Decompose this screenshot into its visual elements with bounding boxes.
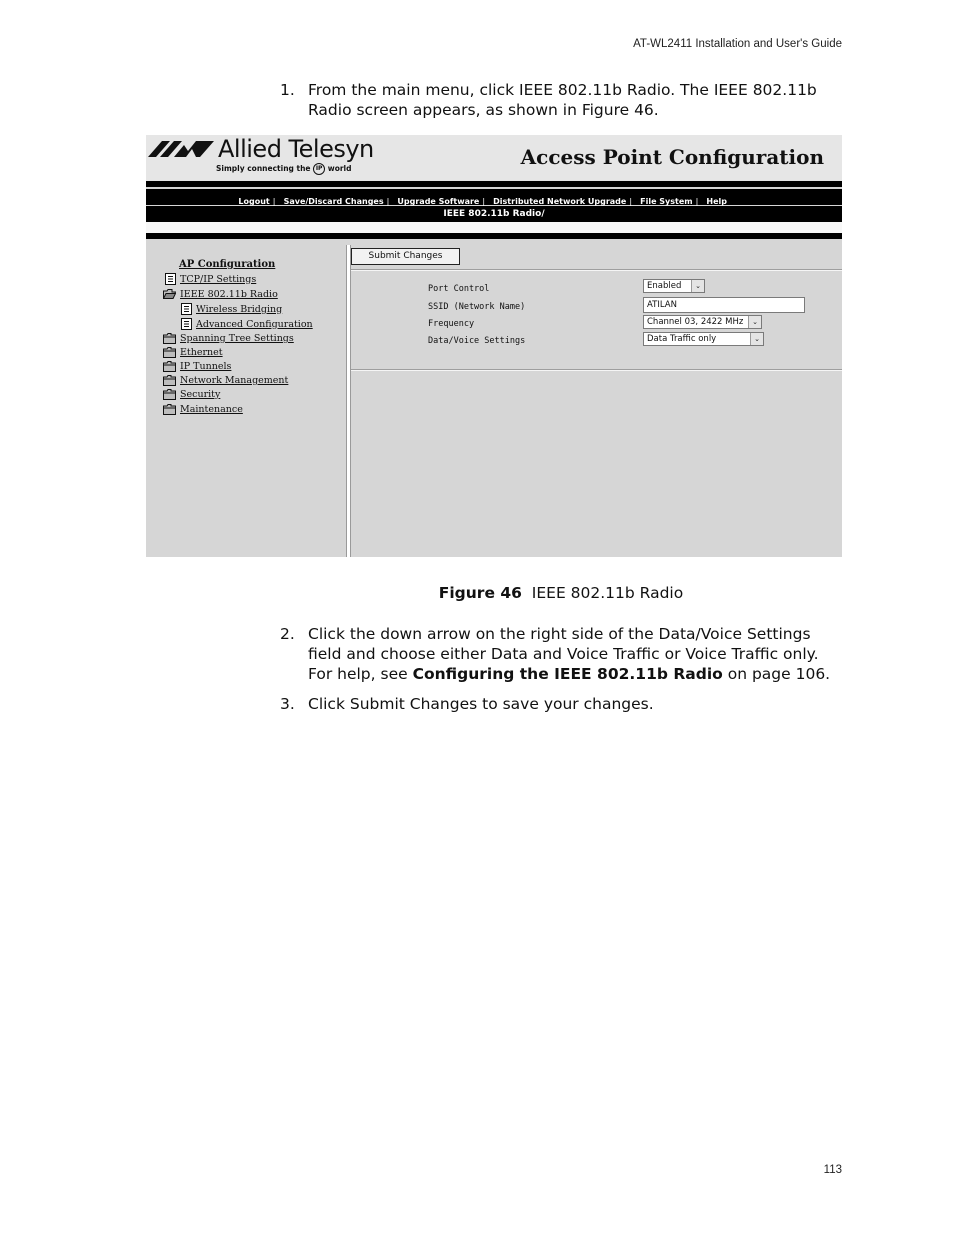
folder-icon [163, 404, 176, 415]
tree-item-network-management[interactable]: Network Management [163, 375, 288, 389]
bottom-divider [146, 233, 842, 239]
page-icon [181, 303, 192, 315]
folder-icon [163, 347, 176, 358]
page-number: 113 [823, 1164, 842, 1176]
chevron-down-icon[interactable]: ⌄ [691, 280, 704, 292]
chevron-down-icon[interactable]: ⌄ [748, 316, 761, 328]
ssid-label: SSID (Network Name) [428, 302, 526, 312]
nav-tree [146, 245, 346, 557]
tree-item-wireless-bridging[interactable]: Wireless Bridging [181, 303, 282, 317]
figure-label: Figure 46 [438, 584, 522, 602]
main-menu-bar: Logout | Save/Discard Changes | Upgrade Software | Distributed Network Upgrade | File System | Help [146, 189, 842, 205]
page-icon [181, 318, 192, 330]
open-folder-icon [163, 288, 176, 300]
menu-distributed-upgrade[interactable]: Distributed Network Upgrade [493, 197, 627, 206]
chevron-down-icon[interactable]: ⌄ [750, 333, 763, 345]
tree-item-tcpip[interactable]: TCP/IP Settings [165, 273, 256, 287]
step-1 [280, 80, 845, 120]
folder-icon [163, 375, 176, 386]
top-divider [146, 181, 842, 187]
tree-item-ip-tunnels[interactable]: IP Tunnels [163, 361, 231, 375]
tree-item-maintenance[interactable]: Maintenance [163, 404, 243, 418]
figure-title: IEEE 802.11b Radio [531, 584, 684, 602]
folder-icon [163, 389, 176, 400]
folder-icon [163, 361, 176, 372]
tree-item-ethernet[interactable]: Ethernet [163, 347, 223, 361]
step-number: 3. [280, 695, 295, 713]
ssid-input[interactable]: ATILAN [643, 297, 805, 313]
menu-upgrade-software[interactable]: Upgrade Software [397, 197, 480, 206]
tree-item-radio[interactable]: IEEE 802.11b Radio [163, 288, 278, 302]
logo-wordmark: Allied Telesyn [218, 135, 374, 163]
tree-heading[interactable]: AP Configuration [179, 259, 276, 270]
port-control-label: Port Control [428, 284, 490, 294]
ip-badge: IP [313, 163, 325, 175]
step-number: 2. [280, 625, 295, 643]
logo-tagline: Simply connecting the IP world [216, 164, 352, 173]
running-header: AT-WL2411 Installation and User's Guide [633, 38, 842, 50]
port-control-select[interactable]: Enabled ⌄ [643, 279, 705, 293]
folder-icon [163, 333, 176, 344]
submit-changes-button[interactable]: Submit Changes [351, 248, 460, 265]
tree-item-security[interactable]: Security [163, 389, 220, 403]
tree-item-advanced-config[interactable]: Advanced Configuration [181, 318, 313, 332]
step-number: 1. [280, 81, 295, 99]
breadcrumb: IEEE 802.11b Radio/ [146, 206, 842, 222]
frequency-label: Frequency [428, 319, 475, 329]
menu-file-system[interactable]: File System [640, 197, 693, 206]
frequency-select[interactable]: Channel 03, 2422 MHz ⌄ [643, 315, 762, 329]
app-title: Access Point Configuration [520, 145, 824, 169]
figure-caption [0, 584, 954, 602]
menu-help[interactable]: Help [706, 197, 727, 206]
menu-logout[interactable]: Logout [238, 197, 270, 206]
step-text: Click Submit Changes to save your changes. [308, 695, 654, 713]
radio-settings-pane [351, 245, 842, 557]
tree-item-spanning-tree[interactable]: Spanning Tree Settings [163, 333, 294, 347]
page-icon [165, 273, 176, 285]
menu-save-discard[interactable]: Save/Discard Changes [283, 197, 384, 206]
step-3 [280, 694, 845, 714]
brand-header [146, 135, 842, 181]
data-voice-label: Data/Voice Settings [428, 336, 526, 346]
data-voice-select[interactable]: Data Traffic only ⌄ [643, 332, 764, 346]
allied-telesyn-logo-icon [148, 139, 216, 159]
step-text: From the main menu, click IEEE 802.11b Radio. The IEEE 802.11b Radio screen appears, as shown in Figure 46. [308, 81, 817, 119]
step-text: Click the down arrow on the right side of the Data/Voice Settings field and choose either Data and Voice Traffic or Voice Traffic only. For help, see Configuring the IEEE 802.11b Radio on page 106. [308, 625, 831, 683]
ap-config-screenshot [146, 135, 842, 557]
cross-reference: Configuring the IEEE 802.11b Radio [412, 665, 723, 683]
step-2 [280, 624, 845, 684]
